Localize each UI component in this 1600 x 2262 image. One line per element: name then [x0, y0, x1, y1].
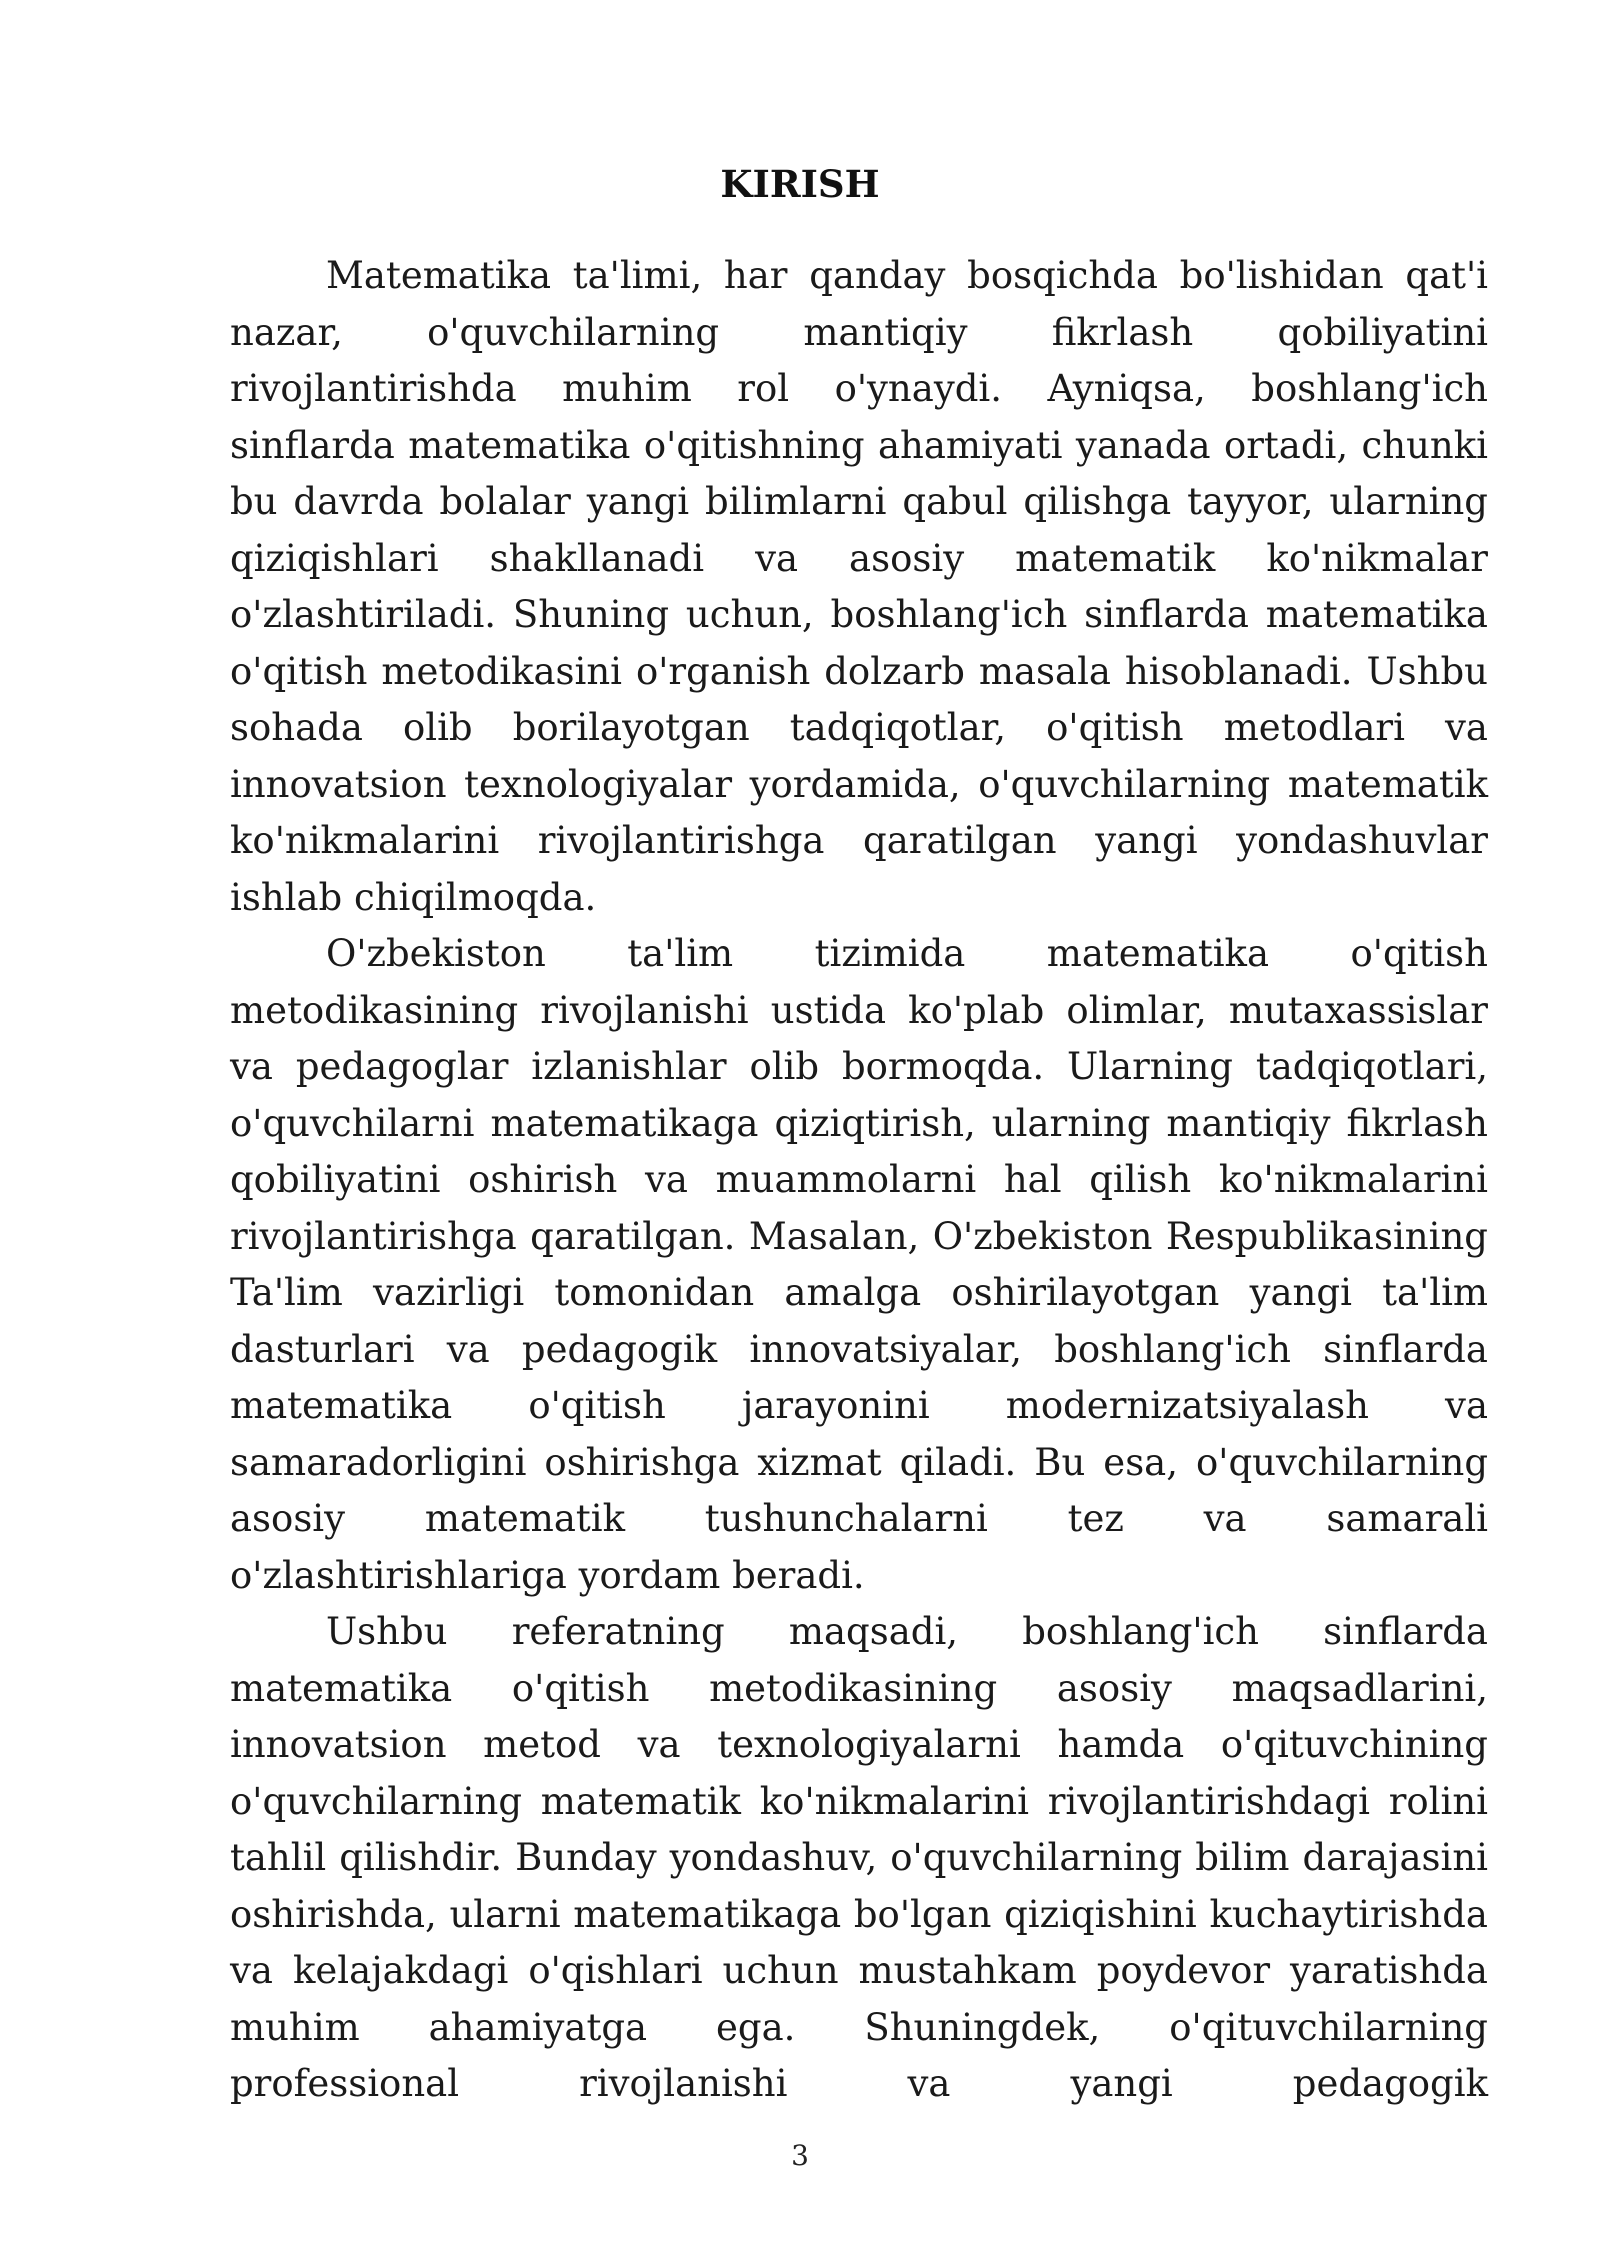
- paragraph-1: Matematika ta'limi, har qanday bosqichda bo'lishidan qat'i nazar, o'quvchilarning mantiqiy fikrlash qobiliyatini rivojlantirishda muhim rol o'ynaydi. Ayniqsa, boshlang'ich sinflarda matematika o'qitishning ahamiyati yanada ortadi, chunki bu davrda bolalar yangi bilimlarni qabul qilishga tayyor, ularning qiziqishlari shakllanadi va asosiy matematik ko'nikmalar o'zlashtiriladi. Shuning uchun, boshlang'ich sinflarda matematika o'qitish metodikasini o'rganish dolzarb masala hisoblanadi. Ushbu sohada olib borilayotgan tadqiqotlar, o'qitish metodlari va innovatsion texnologiyalar yordamida, o'quvchilarning matematik ko'nikmalarini rivojlantirishga qaratilgan yangi yondashuvlar ishlab chiqilmoqda.: [230, 254, 1488, 919]
- page-number: 3: [791, 2139, 809, 2172]
- paragraph-2: O'zbekiston ta'lim tizimida matematika o'qitish metodikasining rivojlanishi ustida ko'plab olimlar, mutaxassislar va pedagoglar izlanishlar olib bormoqda. Ularning tadqiqotlari, o'quvchilarni matematikaga qiziqtirish, ularning mantiqiy fikrlash qobiliyatini oshirish va muammolarni hal qilish ko'nikmalarini rivojlantirishga qaratilgan. Masalan, O'zbekiston Respublikasining Ta'lim vazirligi tomonidan amalga oshirilayotgan yangi ta'lim dasturlari va pedagogik innovatsiyalar, boshlang'ich sinflarda matematika o'qitish jarayonini modernizatsiyalash va samaradorligini oshirishga xizmat qiladi. Bu esa, o'quvchilarning asosiy matematik tushunchalarni tez va samarali o'zlashtirishlariga yordam beradi.: [230, 932, 1488, 1597]
- page-title: KIRISH: [720, 162, 880, 206]
- body-text: [230, 248, 1488, 2113]
- paragraph-3: Ushbu referatning maqsadi, boshlang'ich sinflarda matematika o'qitish metodikasining asosiy maqsadlarini, innovatsion metod va texnologiyalarni hamda o'qituvchining o'quvchilarning matematik ko'nikmalarini rivojlantirishdagi rolini tahlil qilishdir. Bunday yondashuv, o'quvchilarning bilim darajasini oshirishda, ularni matematikaga bo'lgan qiziqishini kuchaytirishda va kelajakdagi o'qishlari uchun mustahkam poydevor yaratishda muhim ahamiyatga ega. Shuningdek, o'qituvchilarning professional rivojlanishi va yangi pedagogik: [230, 1610, 1488, 2105]
